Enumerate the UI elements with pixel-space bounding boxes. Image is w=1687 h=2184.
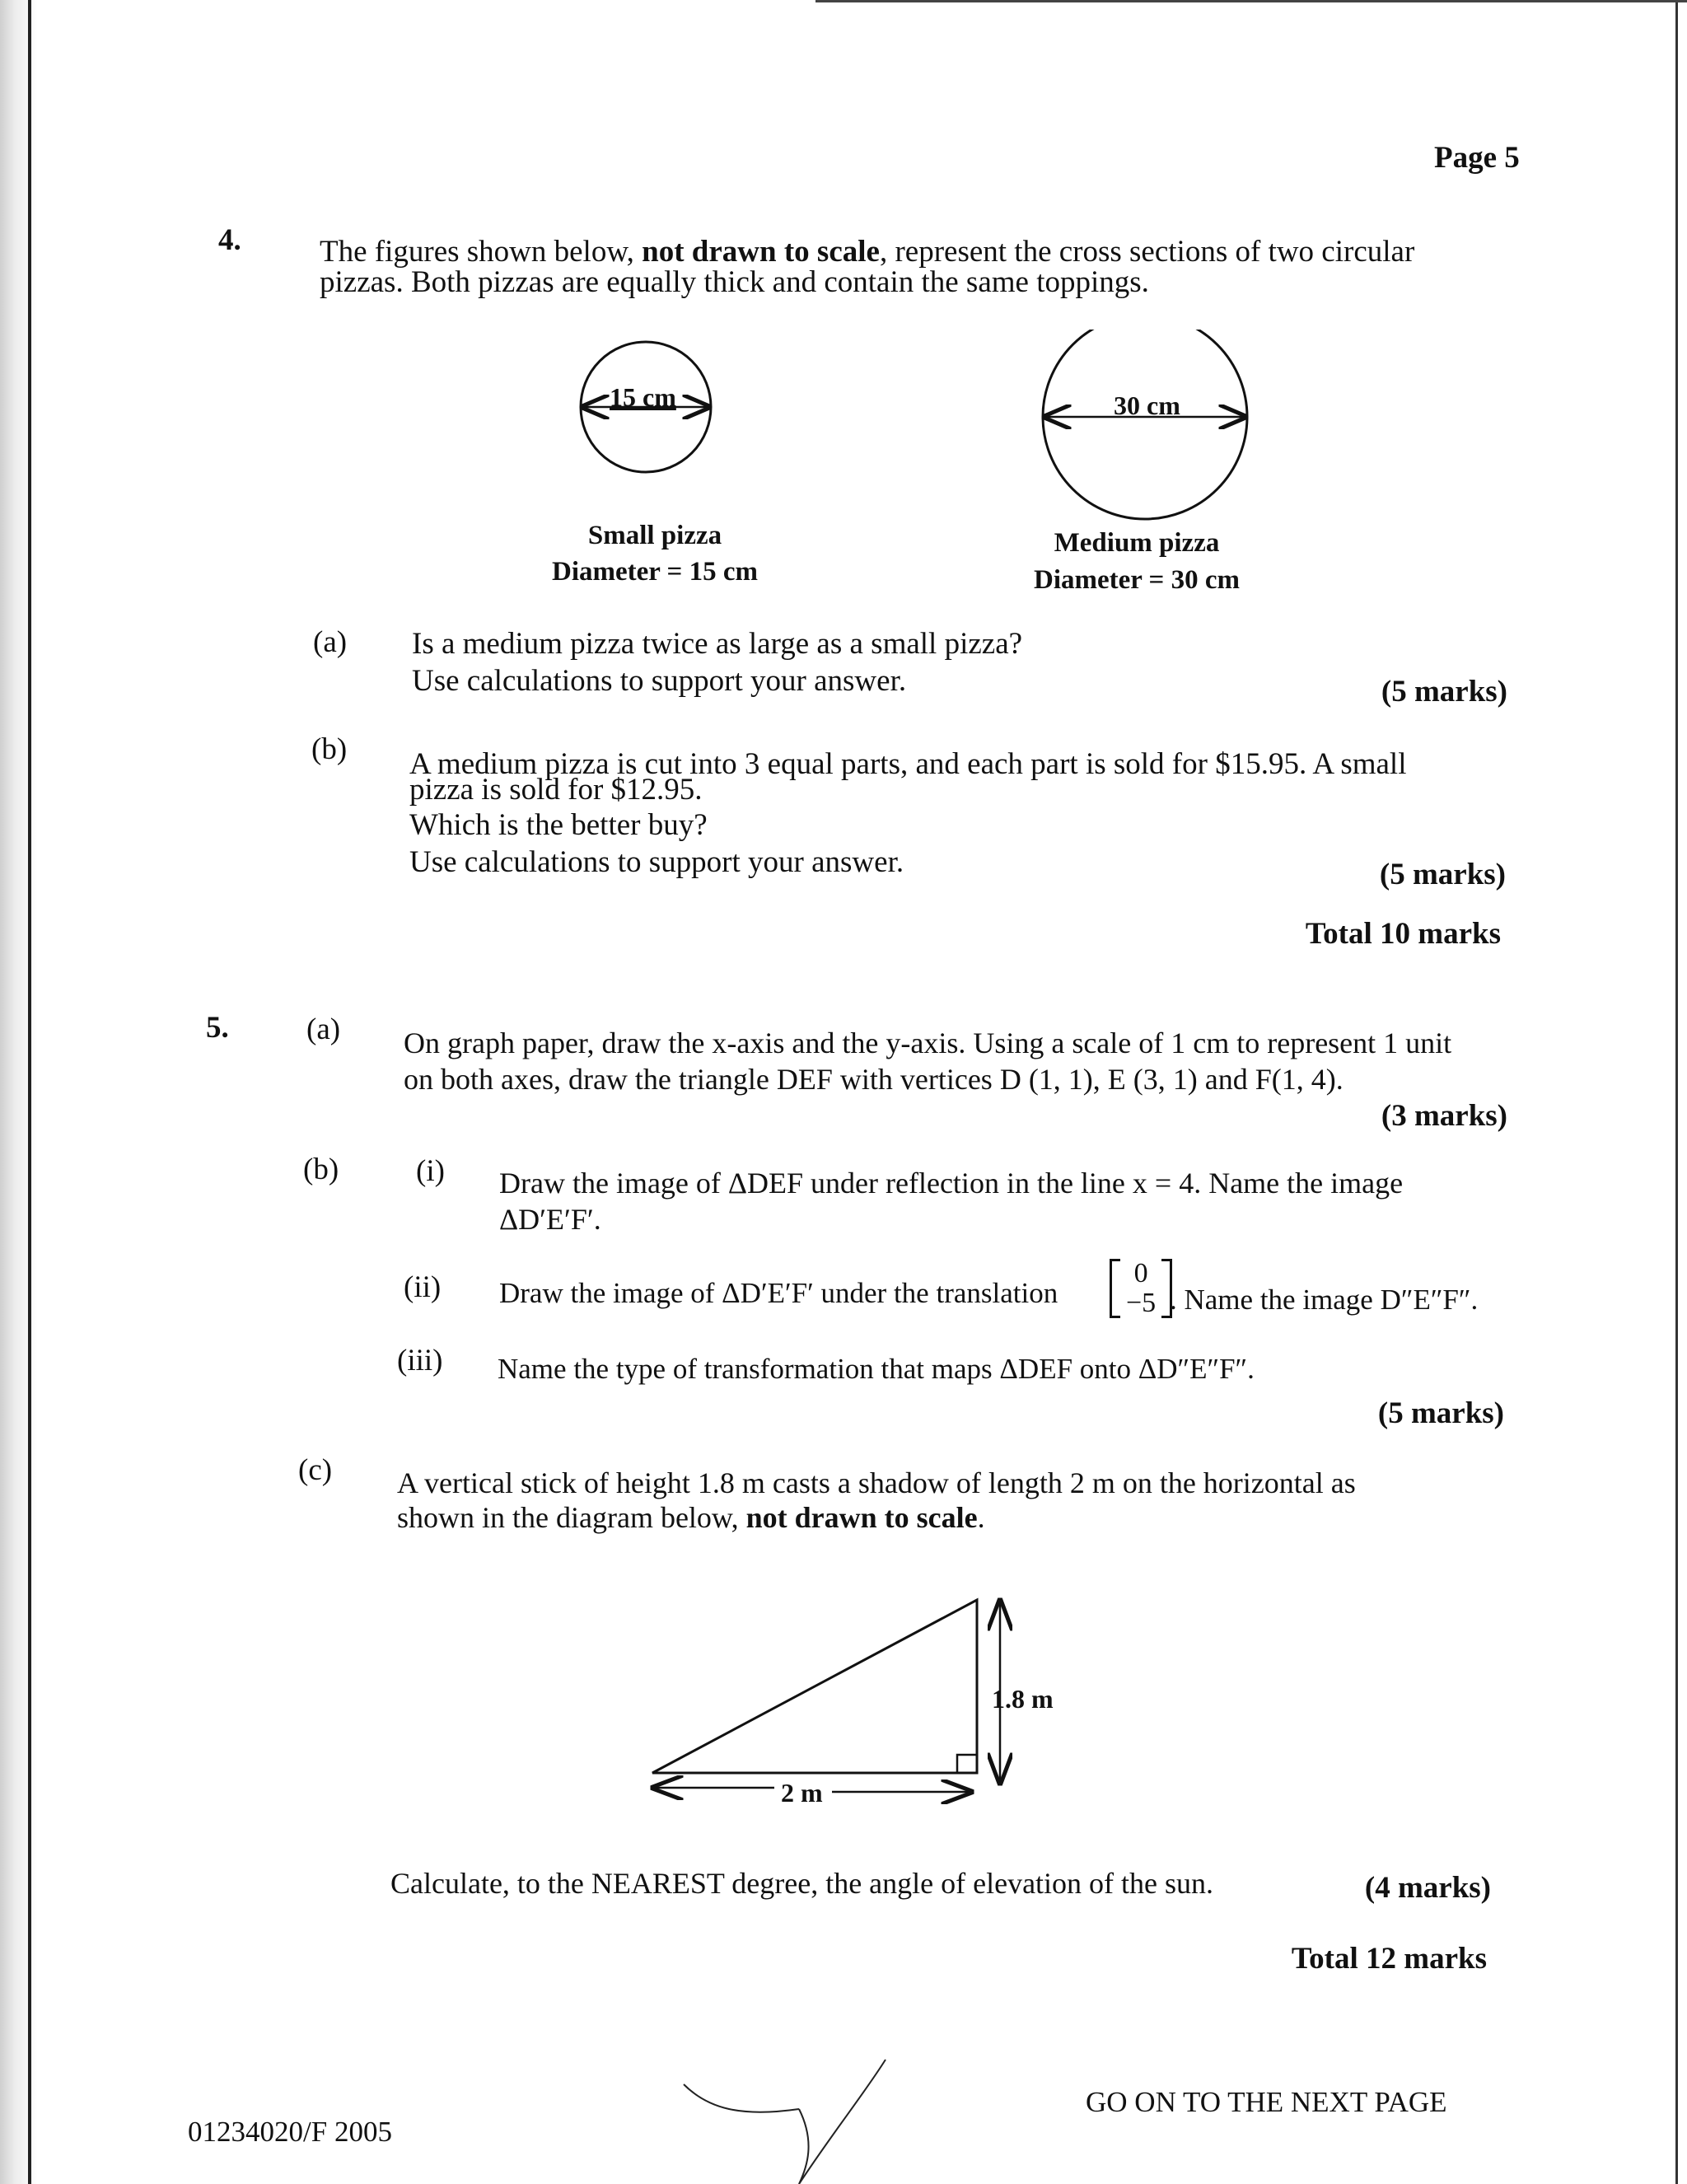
q5bii-text: Draw the image of ΔD′E′F′ under the translation [499, 1277, 1058, 1309]
q5bi-label: (i) [416, 1154, 445, 1188]
scan-edge-left [0, 0, 38, 2184]
q4a-label: (a) [313, 625, 348, 659]
vector-bottom: −5 [1126, 1288, 1157, 1318]
q4b-line2: pizza is sold for $12.95. [409, 773, 703, 807]
medium-pizza-figure [1043, 330, 1247, 519]
q5a-label: (a) [306, 1012, 341, 1046]
q4b-label: (b) [311, 732, 348, 766]
q5bi-line1: Draw the image of ΔDEF under reflection in the line x = 4. Name the image [499, 1167, 1404, 1200]
q5c-line2: shown in the diagram below, not drawn to scale. [397, 1501, 985, 1534]
vector-top: 0 [1133, 1258, 1148, 1288]
right-angle-marker [957, 1755, 977, 1773]
q4-intro-line2: pizzas. Both pizzas are equally thick and contain the same toppings. [320, 265, 1149, 299]
q4-number: 4. [218, 223, 241, 257]
pen-mark [675, 2051, 898, 2184]
q4a-marks: (5 marks) [1381, 675, 1507, 709]
q4a-line1: Is a medium pizza twice as large as a small pizza? [412, 627, 1023, 661]
q5b-label: (b) [303, 1153, 339, 1186]
translation-vector [1110, 1259, 1172, 1318]
medium-pizza-name: Medium pizza [1054, 528, 1220, 558]
q5biii-label: (iii) [397, 1344, 443, 1377]
q4b-line3: Which is the better buy? [409, 808, 708, 842]
scan-edge-top [815, 0, 1687, 2]
page-label: Page 5 [1434, 141, 1520, 175]
q5-number: 5. [206, 1011, 229, 1045]
q5a-line2: on both axes, draw the triangle DEF with vertices D (1, 1), E (3, 1) and F(1, 4). [404, 1063, 1344, 1096]
q5c-marks: (4 marks) [1364, 1871, 1491, 1905]
medium-pizza-dimension: 30 cm [1114, 391, 1180, 420]
height-label: 1.8 m [992, 1684, 1054, 1714]
small-pizza-name: Small pizza [587, 521, 722, 550]
shadow-diagram [634, 1582, 1030, 1804]
medium-pizza-diameter: Diameter = 30 cm [1033, 565, 1240, 595]
q5a-marks: (3 marks) [1381, 1099, 1507, 1133]
q4b-line4: Use calculations to support your answer. [409, 845, 904, 879]
q5c-line1: A vertical stick of height 1.8 m casts a shadow of length 2 m on the horizontal as [397, 1466, 1356, 1499]
scan-binding-line [28, 0, 31, 2184]
q4a-line2: Use calculations to support your answer. [412, 664, 907, 698]
scan-edge-right [1675, 0, 1678, 2184]
q5biii-text: Name the type of transformation that maps ΔDEF onto ΔD″E″F″. [498, 1353, 1255, 1385]
q5a-line1: On graph paper, draw the x-axis and the y-axis. Using a scale of 1 cm to represent 1 unit [404, 1027, 1452, 1059]
q5c-question: Calculate, to the NEAREST degree, the angle of elevation of the sun. [390, 1867, 1214, 1900]
q4b-marks: (5 marks) [1379, 858, 1506, 891]
q5bii-suffix: . Name the image D″E″F″. [1170, 1284, 1479, 1316]
q5bii-label: (ii) [404, 1270, 442, 1304]
paper-code: 01234020/F 2005 [188, 2116, 392, 2148]
q4b-line1: A medium pizza is cut into 3 equal parts, and each part is sold for $15.95. A small [409, 747, 1407, 781]
q4-intro-line1: The figures shown below, not drawn to scale, represent the cross sections of two circular [320, 235, 1415, 269]
q5bi-line2: ΔD′E′F′. [499, 1203, 601, 1236]
q4-total: Total 10 marks [1305, 917, 1501, 951]
small-pizza-diameter: Diameter = 15 cm [551, 557, 758, 587]
q5b-marks: (5 marks) [1377, 1396, 1504, 1430]
shadow-triangle [652, 1600, 977, 1773]
small-pizza-dimension: 15 cm [610, 382, 676, 412]
base-label: 2 m [781, 1778, 823, 1808]
pizza-diagrams [568, 330, 1260, 544]
go-on-next-page: GO ON TO THE NEXT PAGE [1086, 2086, 1447, 2118]
q5c-label: (c) [298, 1453, 333, 1487]
q5-total: Total 12 marks [1291, 1942, 1487, 1976]
